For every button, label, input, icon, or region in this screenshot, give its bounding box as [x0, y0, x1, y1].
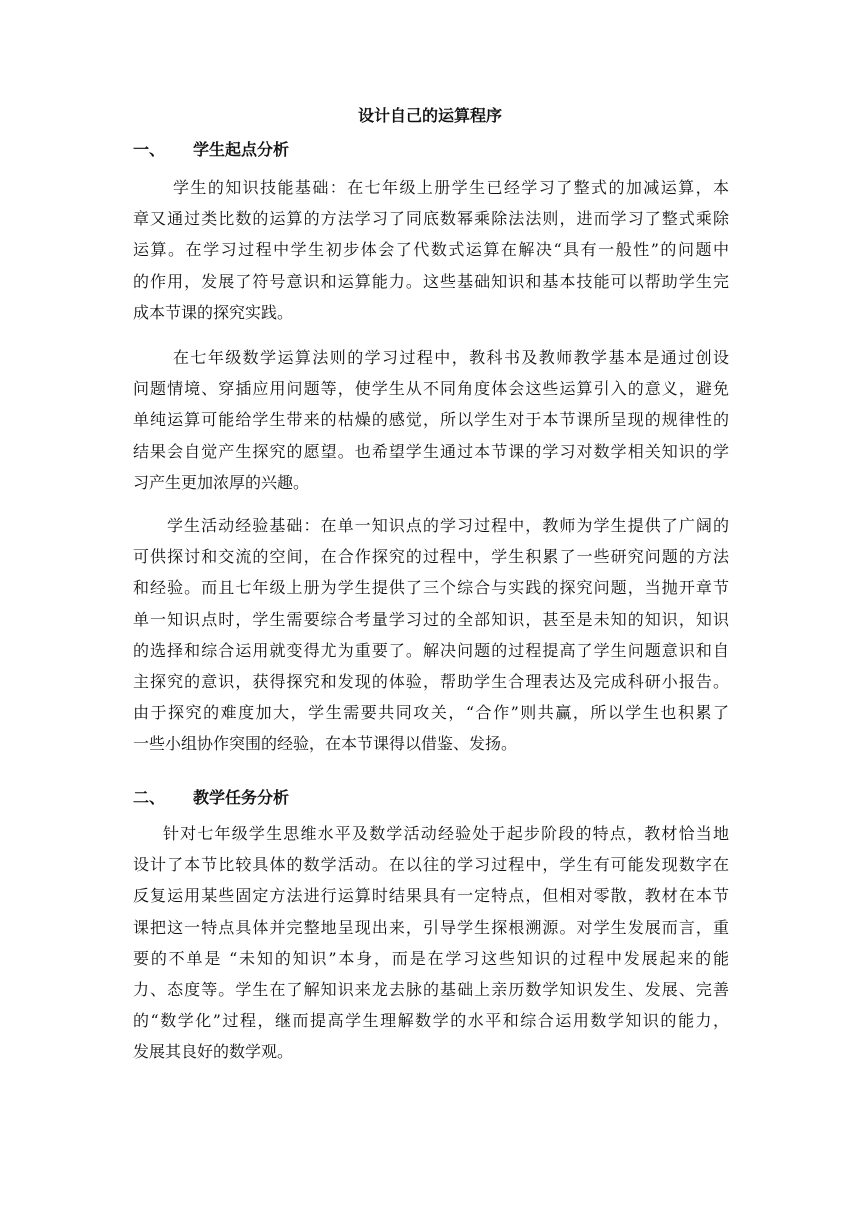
- paragraph-line: 由于探究的难度加大，学生需要共同攻关，“合作”则共赢，所以学生也积累了: [133, 703, 729, 723]
- paragraph-line: 结果会自觉产生探究的愿望。也希望学生通过本节课的学习对数学相关知识的学: [133, 441, 729, 461]
- paragraph-line: 课把这一特点具体并完整地呈现出来，引导学生探根溯源。对学生发展而言，重: [133, 917, 729, 937]
- paragraph-line: 设计了本节比较具体的数学活动。在以往的学习过程中，学生有可能发现数字在: [133, 855, 729, 875]
- paragraph: [133, 510, 729, 760]
- paragraph: [133, 172, 729, 328]
- section-title: 学生起点分析: [193, 140, 290, 159]
- paragraph-line: 学生的知识技能基础：在七年级上册学生已经学习了整式的加减运算，本: [173, 178, 729, 197]
- paragraph-line: 单纯运算可能给学生带来的枯燥的感觉，所以学生对于本节课所呈现的规律性的: [133, 410, 729, 430]
- paragraph-line: 主探究的意识，获得探究和发现的体验，帮助学生合理表达及完成科研小报告。: [133, 671, 729, 691]
- paragraph-line: 反复运用某些固定方法进行运算时结果具有一定特点，但相对零散，教材在本节: [133, 886, 729, 906]
- paragraph-line: 针对七年级学生思维水平及数学活动经验处于起步阶段的特点，教材恰当地: [163, 824, 729, 843]
- paragraph-line: 可供探讨和交流的空间，在合作探究的过程中，学生积累了一些研究问题的方法: [133, 547, 729, 567]
- paragraph-line: 的“数学化”过程，继而提高学生理解数学的水平和综合运用数学知识的能力，: [133, 1011, 729, 1031]
- section-number: 一、: [133, 140, 166, 159]
- paragraph-line: 运算。在学习过程中学生初步体会了代数式运算在解决“具有一般性”的问题中: [133, 240, 729, 260]
- paragraph-line: 习产生更加浓厚的兴趣。: [133, 472, 310, 492]
- paragraph-line: 章又通过类比数的运算的方法学习了同底数幂乘除法法则，进而学习了整式乘除: [133, 209, 729, 229]
- section-title: 教学任务分析: [193, 788, 290, 807]
- section-heading-2: [133, 786, 733, 810]
- paragraph: [133, 342, 729, 498]
- paragraph-line: 在七年级数学运算法则的学习过程中，教科书及教师教学基本是通过创设: [173, 348, 729, 367]
- paragraph-line: 一些小组协作突围的经验，在本节课得以借鉴、发扬。: [133, 734, 518, 754]
- paragraph-line: 的选择和综合运用就变得尤为重要了。解决问题的过程提高了学生问题意识和自: [133, 640, 729, 660]
- paragraph-line: 力、态度等。学生在了解知识来龙去脉的基础上亲历数学知识发生、发展、完善: [133, 979, 729, 999]
- paragraph-line: 单一知识点时，学生需要综合考量学习过的全部知识，甚至是未知的知识，知识: [133, 609, 729, 629]
- paragraph-line: 问题情境、穿插应用问题等，使学生从不同角度体会这些运算引入的意义，避免: [133, 379, 729, 399]
- paragraph: [133, 818, 729, 1068]
- section-number: 二、: [133, 788, 166, 807]
- paragraph-line: 的作用，发展了符号意识和运算能力。这些基础知识和基本技能可以帮助学生完: [133, 271, 729, 291]
- paragraph-line: 学生活动经验基础：在单一知识点的学习过程中，教师为学生提供了广阔的: [167, 516, 729, 535]
- document-title: 设计自己的运算程序: [357, 106, 502, 125]
- paragraph-line: 和经验。而且七年级上册为学生提供了三个综合与实践的探究问题，当抛开章节: [133, 578, 729, 598]
- paragraph-line: 发展其良好的数学观。: [133, 1042, 294, 1062]
- paragraph-line: 要的不单是 “未知的知识”本身，而是在学习这些知识的过程中发展起来的能: [133, 948, 729, 968]
- section-heading-1: [133, 138, 733, 162]
- paragraph-line: 成本节课的探究实践。: [133, 302, 294, 322]
